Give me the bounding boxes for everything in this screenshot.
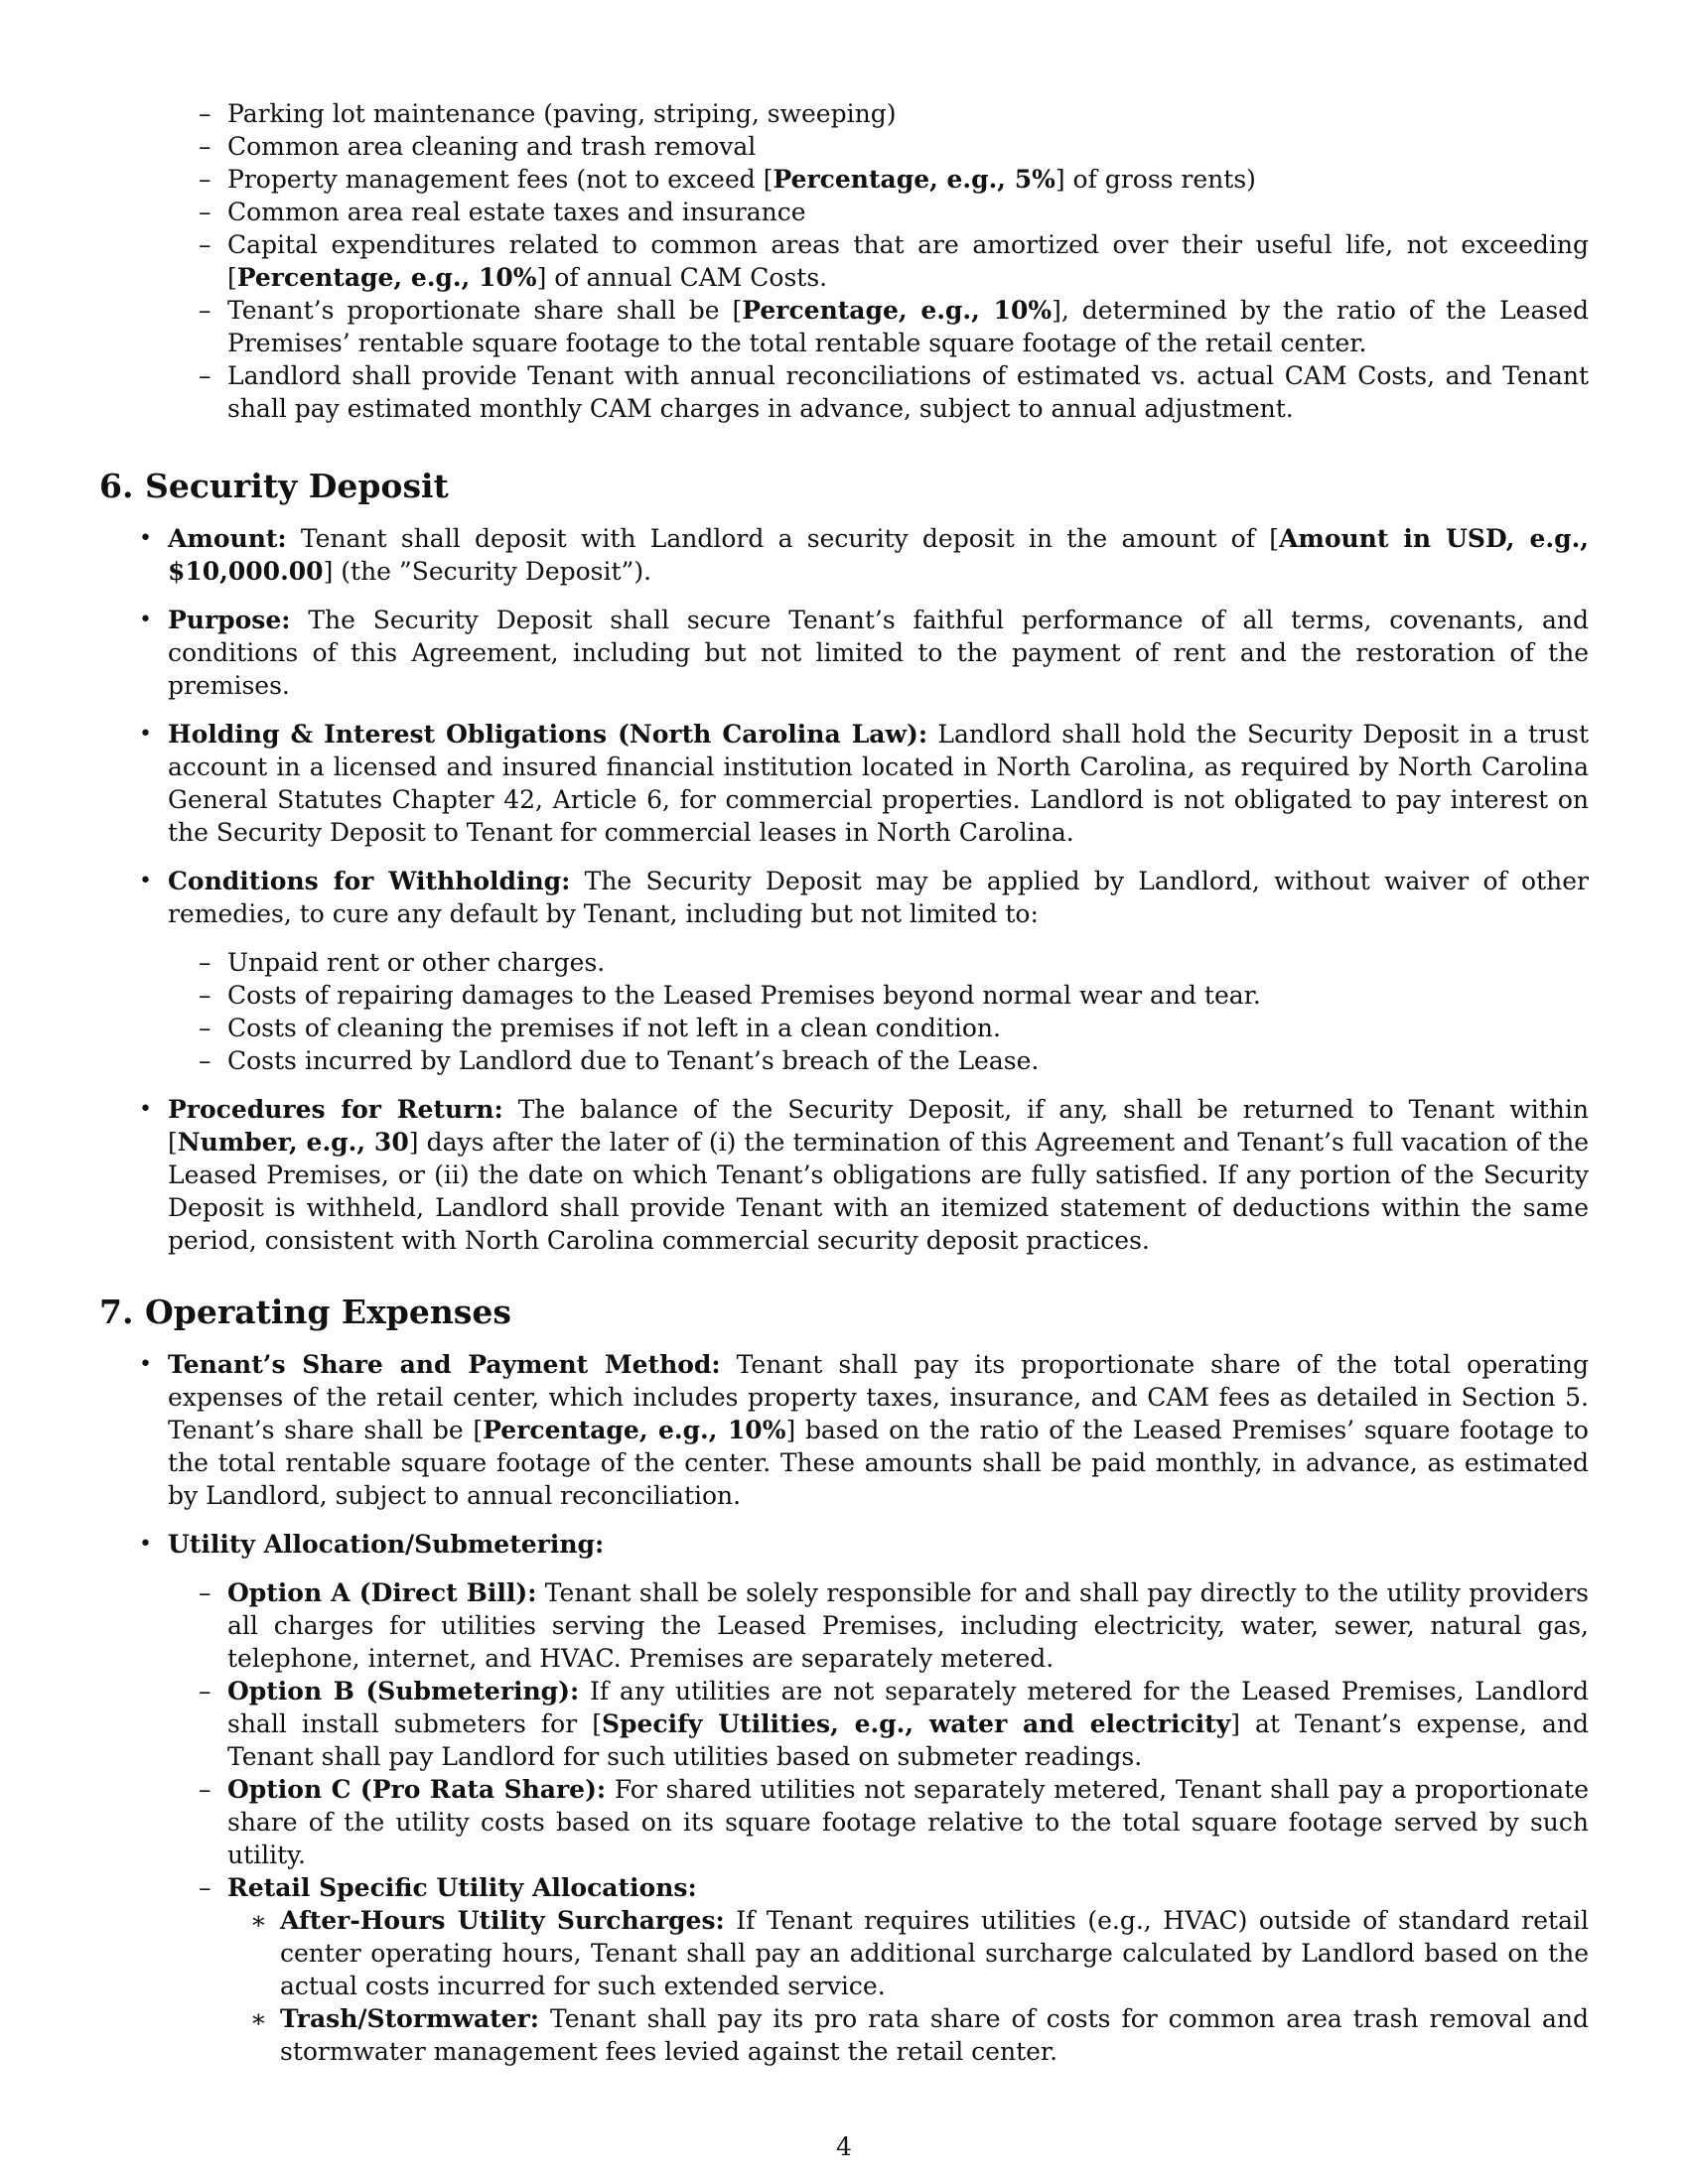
procedures-item: • Procedures for Return: The balance of the Security Deposit, if any, shall be returned to Tenant within [Number, e.g., 30] days after the later of (i) the termination of this Agreement and Tenant’s full vacation of the Leased Premises, or (ii) the date on which Tenant’s obligations are fully satisfied. If any portion of the Security Deposit is withheld, Landlord shall provide Tenant with an itemized statement of deductions within the same period, consistent with North Carolina commercial security deposit practices. — [139, 1095, 1589, 1255]
retail-specific-item: – Retail Specific Utility Allocations: — [199, 1873, 697, 1902]
list-item: – Parking lot maintenance (paving, striping, sweeping) — [199, 99, 897, 128]
withholding-list — [99, 946, 1589, 1077]
list-item: – Landlord shall provide Tenant with annual reconciliations of estimated vs. actual CAM Costs, and Tenant shall pay estimated monthly CAM charges in advance, subject to annual adjustment. — [199, 361, 1589, 423]
list-item: – Capital expenditures related to common areas that are amortized over their useful life, not exceeding [Percentage, e.g., 10%] of annual CAM Costs. — [199, 230, 1589, 292]
holding-item: • Holding & Interest Obligations (North Carolina Law): Landlord shall hold the Security Deposit in a trust account in a licensed and insured financial institution located in North Carolina, as required by North Carolina General Statutes Chapter 42, Article 6, for commercial properties. Landlord is not obligated to pay interest on the Security Deposit to Tenant for commercial leases in North Carolina. — [139, 720, 1589, 847]
utility-allocation-item: • Utility Allocation/Submetering: — [139, 1530, 605, 1559]
list-item: – Costs of repairing damages to the Leased Premises beyond normal wear and tear. — [199, 981, 1261, 1010]
list-item: – Common area real estate taxes and insurance — [199, 198, 806, 226]
option-b-item: – Option B (Submetering): If any utilities are not separately metered for the Leased Premises, Landlord shall install submeters for [Specify Utilities, e.g., water and electricity] at Tenant’s expense, and Tenant shall pay Landlord for such utilities based on submeter readings. — [199, 1677, 1589, 1771]
list-item: – Common area cleaning and trash removal — [199, 132, 757, 161]
list-item: – Unpaid rent or other charges. — [199, 948, 606, 977]
utility-options-list — [99, 1576, 1589, 2068]
option-c-item: – Option C (Pro Rata Share): For shared utilities not separately metered, Tenant shall pay a proportionate share of the utility costs based on its square footage relative to the total square footage served by such utility. — [199, 1775, 1589, 1869]
purpose-item: • Purpose: The Security Deposit shall secure Tenant’s faithful performance of all terms, covenants, and conditions of this Agreement, including but not limited to the payment of rent and the restoration of the premises. — [139, 606, 1589, 700]
section-6-heading: 6. Security Deposit — [99, 467, 449, 505]
option-a-item: – Option A (Direct Bill): Tenant shall be solely responsible for and shall pay directly to the utility providers all charges for utilities serving the Leased Premises, including electricity, water, sewer, natural gas, telephone, internet, and HVAC. Premises are separately metered. — [199, 1578, 1589, 1673]
list-item: – Costs incurred by Landlord due to Tenant’s breach of the Lease. — [199, 1046, 1040, 1075]
list-item: – Property management fees (not to exceed [Percentage, e.g., 5%] of gross rents) — [199, 165, 1256, 194]
list-item: – Costs of cleaning the premises if not left in a clean condition. — [199, 1014, 1001, 1042]
cam-cost-list — [99, 97, 1589, 425]
list-item: – Tenant’s proportionate share shall be [Percentage, e.g., 10%], determined by the ratio of the Leased Premises’ rentable square footage to the total rentable square footage of the retail center. — [199, 296, 1590, 357]
section-7-heading: 7. Operating Expenses — [99, 1293, 511, 1331]
amount-item: • Amount: Tenant shall deposit with Landlord a security deposit in the amount of [Amount in USD, e.g., $10,000.00] (the ”Security Deposit”). — [139, 524, 1589, 586]
document-page — [99, 99, 1589, 2068]
trash-stormwater-item: ∗ Trash/Stormwater: Tenant shall pay its pro rata share of costs for common area trash removal and stormwater management fees levied against the retail center. — [250, 2004, 1590, 2066]
after-hours-item: ∗ After-Hours Utility Surcharges: If Tenant requires utilities (e.g., HVAC) outside of standard retail center operating hours, Tenant shall pay an additional surcharge calculated by Landlord based on the actual costs incurred for such extended service. — [250, 1906, 1589, 2000]
page-number: 4 — [836, 2132, 852, 2161]
tenant-share-item: • Tenant’s Share and Payment Method: Tenant shall pay its proportionate share of the total operating expenses of the retail center, which includes property taxes, insurance, and CAM fees as detailed in Section 5. Tenant’s share shall be [Percentage, e.g., 10%] based on the ratio of the Leased Premises’ square footage to the total rentable square footage of the center. These amounts shall be paid monthly, in advance, as estimated by Landlord, subject to annual reconciliation. — [139, 1350, 1589, 1510]
conditions-item: • Conditions for Withholding: The Security Deposit may be applied by Landlord, without waiver of other remedies, to cure any default by Tenant, including but not limited to: — [139, 867, 1590, 928]
